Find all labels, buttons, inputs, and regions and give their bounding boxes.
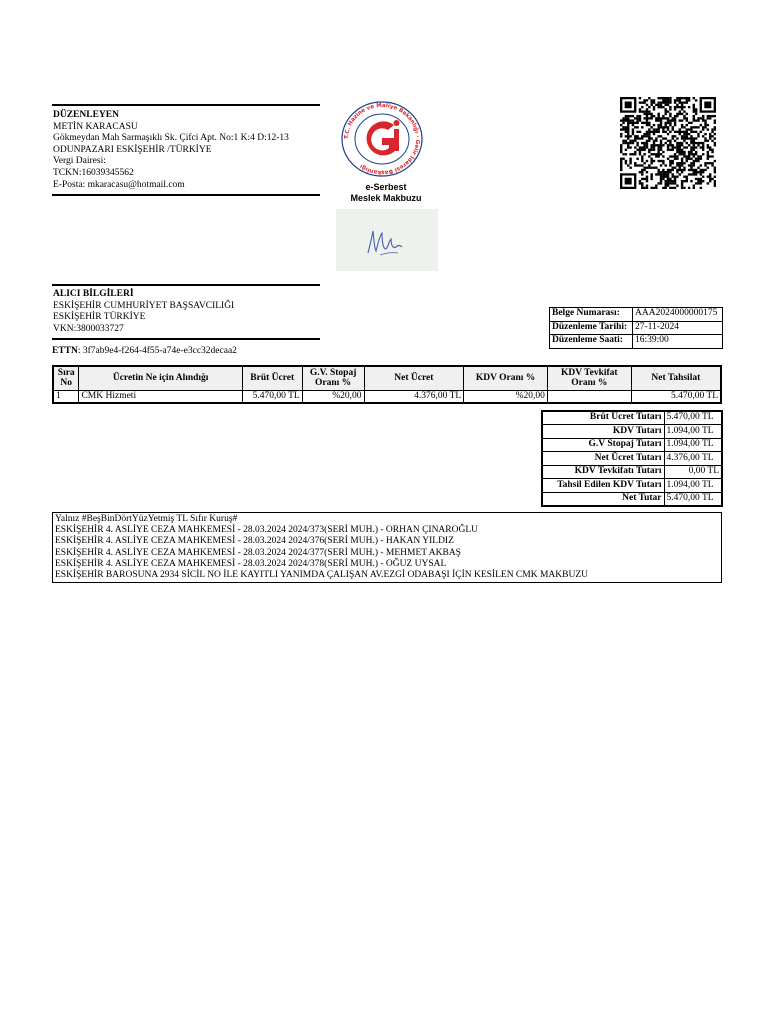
qr-code [620, 97, 716, 189]
totals-label: G.V Stopaj Tutarı [542, 438, 664, 452]
document-type-line1: e-Serbest [365, 182, 407, 192]
totals-value: 5.470,00 TL [664, 411, 722, 425]
gib-logo [336, 100, 428, 178]
issuer-tckn: TCKN:16039345562 [53, 167, 134, 178]
items-table [52, 365, 722, 404]
column-header: Sıra No [53, 366, 79, 390]
logo-ring-text: T.C. Hazine ve Maliye Bakanlığı · Gelir İdaresi Başkanlığı [343, 102, 421, 176]
ettn-line [52, 346, 237, 358]
note-line: ESKİŞEHİR BAROSUNA 2934 SİCİL NO İLE KAYITLI YANIMDA ÇALIŞAN AV.EZGİ ODABAŞI İÇİN KESİLEN CMK MAKBUZU [55, 570, 588, 581]
issuer-address-line2: ODUNPAZARI ESKİŞEHİR /TÜRKİYE [53, 144, 212, 155]
column-header: Ücretin Ne için Alındığı [79, 366, 242, 390]
item-cell: 5.470,00 TL [242, 390, 302, 403]
item-cell: %20,00 [302, 390, 364, 403]
item-cell [547, 390, 631, 403]
receiver-vkn: VKN:3800033727 [53, 323, 124, 334]
column-header: Net Tahsilat [631, 366, 721, 390]
notes-box [52, 512, 722, 583]
receiver-name: ESKİŞEHİR CUMHURİYET BAŞSAVCILIĞI [53, 300, 235, 311]
meta-label: Düzenleme Saati: [550, 335, 633, 349]
items-header-row [53, 366, 721, 390]
meta-row [550, 308, 723, 322]
amount-in-words: Yalnız #BeşBinDörtYüzYetmiş TL Sıfır Kuruş# [55, 514, 238, 524]
meta-value: 27-11-2024 [633, 321, 723, 335]
item-cell: 4.376,00 TL [364, 390, 464, 403]
totals-value: 5.470,00 TL [664, 493, 722, 507]
note-line: ESKİŞEHİR 4. ASLİYE CEZA MAHKEMESİ - 28.03.2024 2024/378(SERİ MUH.) - OĞUZ UYSAL [55, 558, 447, 569]
receiver-block [52, 284, 320, 340]
column-header: KDV Tevkifat Oranı % [547, 366, 631, 390]
item-cell: CMK Hizmeti [79, 390, 242, 403]
signature-image [336, 209, 438, 271]
meta-label: Düzenleme Tarihi: [550, 321, 633, 335]
totals-label: Net Ücret Tutarı [542, 452, 664, 466]
note-line: ESKİŞEHİR 4. ASLİYE CEZA MAHKEMESİ - 28.03.2024 2024/373(SERİ MUH.) - ORHAN ÇINAROĞLU [55, 525, 479, 536]
totals-label: Tahsil Edilen KDV Tutarı [542, 479, 664, 493]
issuer-address-line1: Gökmeydan Mah Sarmaşıklı Sk. Çifci Apt. No:1 K:4 D:12-13 [53, 133, 289, 144]
totals-row [542, 465, 722, 479]
document-type-line2: Meslek Makbuzu [350, 193, 422, 203]
totals-row [542, 479, 722, 493]
totals-value: 1.094,00 TL [664, 438, 722, 452]
column-header: G.V. Stopaj Oranı % [302, 366, 364, 390]
document-meta-table [549, 307, 723, 349]
totals-label: KDV Tutarı [542, 425, 664, 439]
meta-row [550, 321, 723, 335]
totals-table [541, 410, 723, 507]
column-header: KDV Oranı % [464, 366, 548, 390]
issuer-name: METİN KARACASU [53, 121, 138, 132]
issuer-email: E-Posta: mkaracasu@hotmail.com [53, 179, 185, 190]
totals-label: KDV Tevkifatı Tutarı [542, 465, 664, 479]
issuer-block [52, 104, 320, 196]
ettn-value: : 3f7ab9e4-f264-4f55-a74e-e3cc32decaa2 [77, 346, 237, 356]
ettn-label: ETTN [52, 346, 78, 356]
meta-label: Belge Numarası: [550, 308, 633, 322]
totals-value: 0,00 TL [664, 465, 722, 479]
meta-value: AAA2024000000175 [633, 308, 723, 322]
item-cell: 5.470,00 TL [631, 390, 721, 403]
totals-value: 4.376,00 TL [664, 452, 722, 466]
meta-value: 16:39:00 [633, 335, 723, 349]
receiver-heading: ALICI BİLGİLERİ [53, 289, 134, 299]
issuer-tax-office: Vergi Dairesi: [53, 156, 106, 167]
totals-row [542, 493, 722, 507]
item-cell: 1 [53, 390, 79, 403]
note-line: ESKİŞEHİR 4. ASLİYE CEZA MAHKEMESİ - 28.03.2024 2024/377(SERİ MUH.) - MEHMET AKBAŞ [55, 547, 461, 558]
column-header: Brüt Ücret [242, 366, 302, 390]
table-row [53, 390, 721, 403]
totals-value: 1.094,00 TL [664, 479, 722, 493]
note-line: ESKİŞEHİR 4. ASLİYE CEZA MAHKEMESİ - 28.03.2024 2024/376(SERİ MUH.) - HAKAN YILDIZ [55, 536, 454, 547]
totals-row [542, 411, 722, 425]
totals-label: Brüt Ücret Tutarı [542, 411, 664, 425]
item-cell: %20,00 [464, 390, 548, 403]
totals-row [542, 438, 722, 452]
totals-label: Net Tutar [542, 493, 664, 507]
totals-row [542, 452, 722, 466]
totals-value: 1.094,00 TL [664, 425, 722, 439]
meta-row [550, 335, 723, 349]
totals-row [542, 425, 722, 439]
document-type-title [330, 182, 442, 204]
column-header: Net Ücret [364, 366, 464, 390]
receiver-city: ESKİŞEHİR TÜRKİYE [53, 312, 146, 323]
issuer-heading: DÜZENLEYEN [53, 110, 119, 120]
